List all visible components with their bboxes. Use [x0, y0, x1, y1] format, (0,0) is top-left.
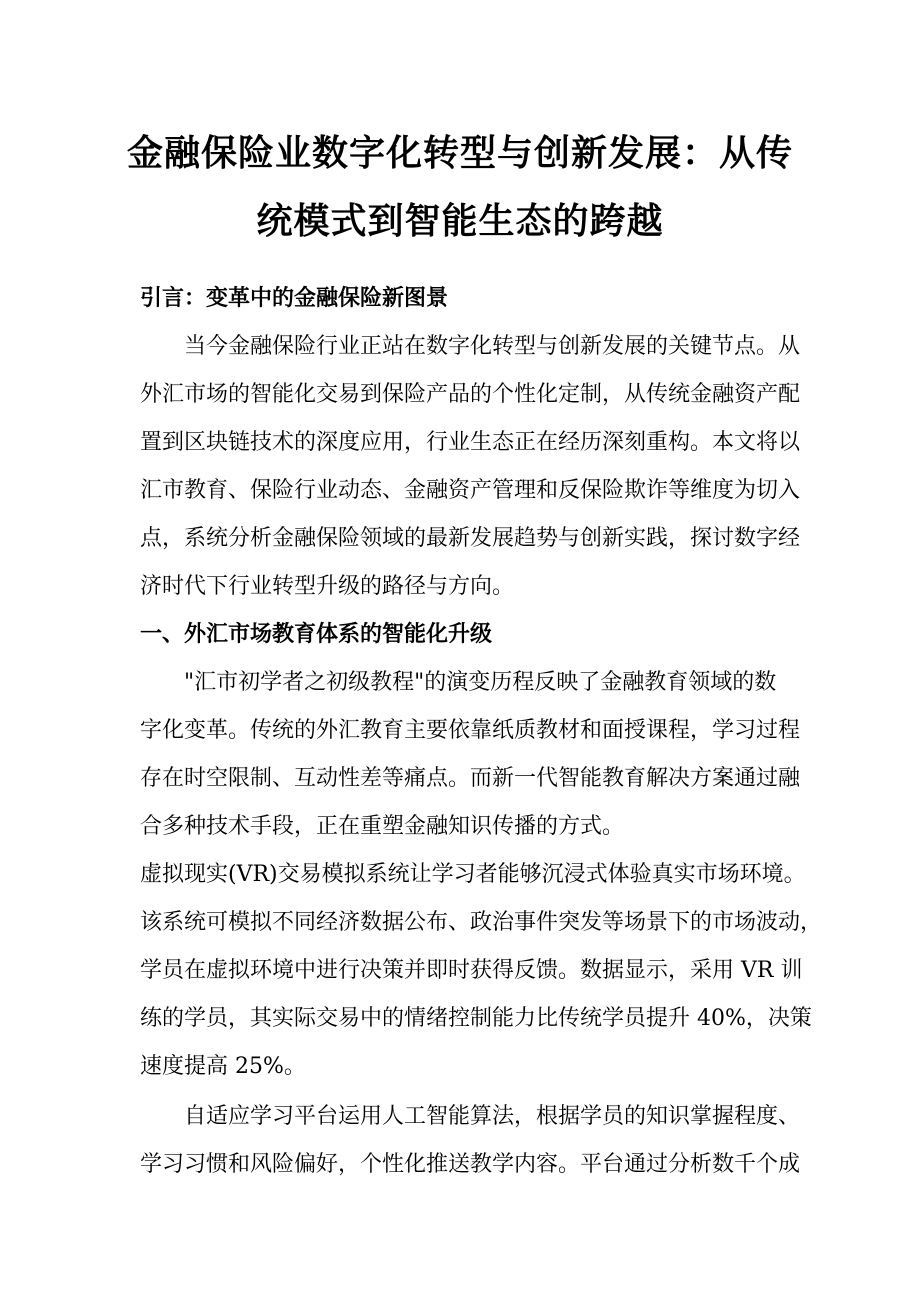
paragraph-line: 汇市教育、保险行业动态、金融资产管理和反保险欺诈等维度为切入 — [140, 478, 801, 503]
paragraph-line: 存在时空限制、互动性差等痛点。而新一代智能教育解决方案通过融 — [140, 766, 801, 791]
paragraph-line: 字化变革。传统的外汇教育主要依靠纸质教材和面授课程，学习过程 — [140, 718, 801, 743]
document-title-line-1: 金融保险业数字化转型与创新发展：从传 — [126, 133, 793, 174]
document-title-line-2: 统模式到智能生态的跨越 — [256, 201, 664, 242]
paragraph-line: 当今金融保险行业正站在数字化转型与创新发展的关键节点。从 — [184, 334, 801, 359]
paragraph-line: "汇市初学者之初级教程"的演变历程反映了金融教育领域的数 — [184, 670, 777, 695]
paragraph-line: 置到区块链技术的深度应用，行业生态正在经历深刻重构。本文将以 — [140, 430, 801, 455]
section-heading-intro: 引言：变革中的金融保险新图景 — [140, 286, 449, 311]
paragraph-line: 外汇市场的智能化交易到保险产品的个性化定制，从传统金融资产配 — [140, 382, 801, 407]
paragraph-line: 自适应学习平台运用人工智能算法，根据学员的知识掌握程度、 — [184, 1104, 801, 1129]
paragraph-line: 练的学员，其实际交易中的情绪控制能力比传统学员提升 40%，决策 — [140, 1006, 812, 1031]
paragraph-line: 该系统可模拟不同经济数据公布、政治事件突发等场景下的市场波动， — [140, 910, 823, 935]
paragraph-line: 虚拟现实(VR)交易模拟系统让学习者能够沉浸式体验真实市场环境。 — [140, 862, 806, 887]
section-heading-forex-education: 一、外汇市场教育体系的智能化升级 — [140, 622, 493, 647]
paragraph-line: 速度提高 25%。 — [140, 1054, 306, 1079]
paragraph-line: 学习习惯和风险偏好，个性化推送教学内容。平台通过分析数千个成 — [140, 1152, 801, 1177]
paragraph-line: 点，系统分析金融保险领域的最新发展趋势与创新实践，探讨数字经 — [140, 526, 801, 551]
paragraph-line: 济时代下行业转型升级的路径与方向。 — [140, 574, 515, 599]
paragraph-line: 合多种技术手段，正在重塑金融知识传播的方式。 — [140, 814, 625, 839]
paragraph-line: 学员在虚拟环境中进行决策并即时获得反馈。数据显示，采用 VR 训 — [140, 958, 803, 983]
